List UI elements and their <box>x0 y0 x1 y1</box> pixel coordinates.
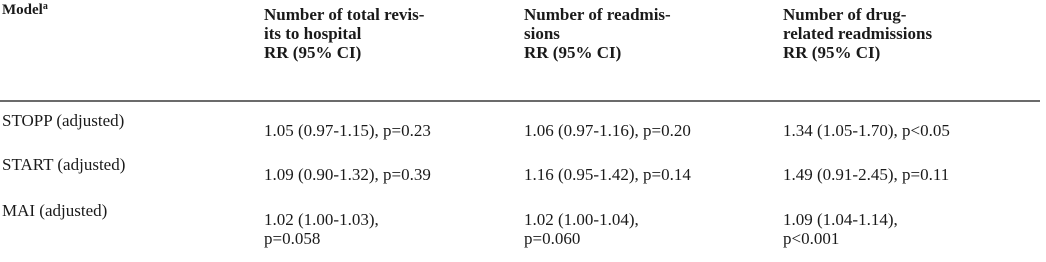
cell-start-readmissions: 1.16 (0.95-1.42), p=0.14 <box>524 165 691 184</box>
model-column-header <box>2 2 48 19</box>
cell-stopp-drug-related: 1.34 (1.05-1.70), p<0.05 <box>783 121 950 140</box>
column-header-readmissions: Number of readmis- sions RR (95% CI) <box>524 5 671 62</box>
column-header-total-revisits: Number of total revis- its to hospital RR (95% CI) <box>264 5 425 62</box>
cell-mai-total-revisits: 1.02 (1.00-1.03), p=0.058 <box>264 210 379 248</box>
cell-stopp-readmissions: 1.06 (0.97-1.16), p=0.20 <box>524 121 691 140</box>
row-label-stopp: STOPP (adjusted) <box>2 111 125 130</box>
cell-start-drug-related: 1.49 (0.91-2.45), p=0.11 <box>783 165 950 184</box>
cell-stopp-total-revisits: 1.05 (0.97-1.15), p=0.23 <box>264 121 431 140</box>
column-header-drug-related-readmissions: Number of drug- related readmissions RR (95% CI) <box>783 5 933 62</box>
model-header-footnote-marker: a <box>42 1 48 12</box>
row-label-start: START (adjusted) <box>2 155 126 174</box>
model-header-text: Model <box>2 2 43 18</box>
header-divider <box>0 100 1040 102</box>
cell-mai-readmissions: 1.02 (1.00-1.04), p=0.060 <box>524 210 639 248</box>
row-label-mai: MAI (adjusted) <box>2 201 108 220</box>
cell-mai-drug-related: 1.09 (1.04-1.14), p<0.001 <box>783 210 898 248</box>
cell-start-total-revisits: 1.09 (0.90-1.32), p=0.39 <box>264 165 431 184</box>
